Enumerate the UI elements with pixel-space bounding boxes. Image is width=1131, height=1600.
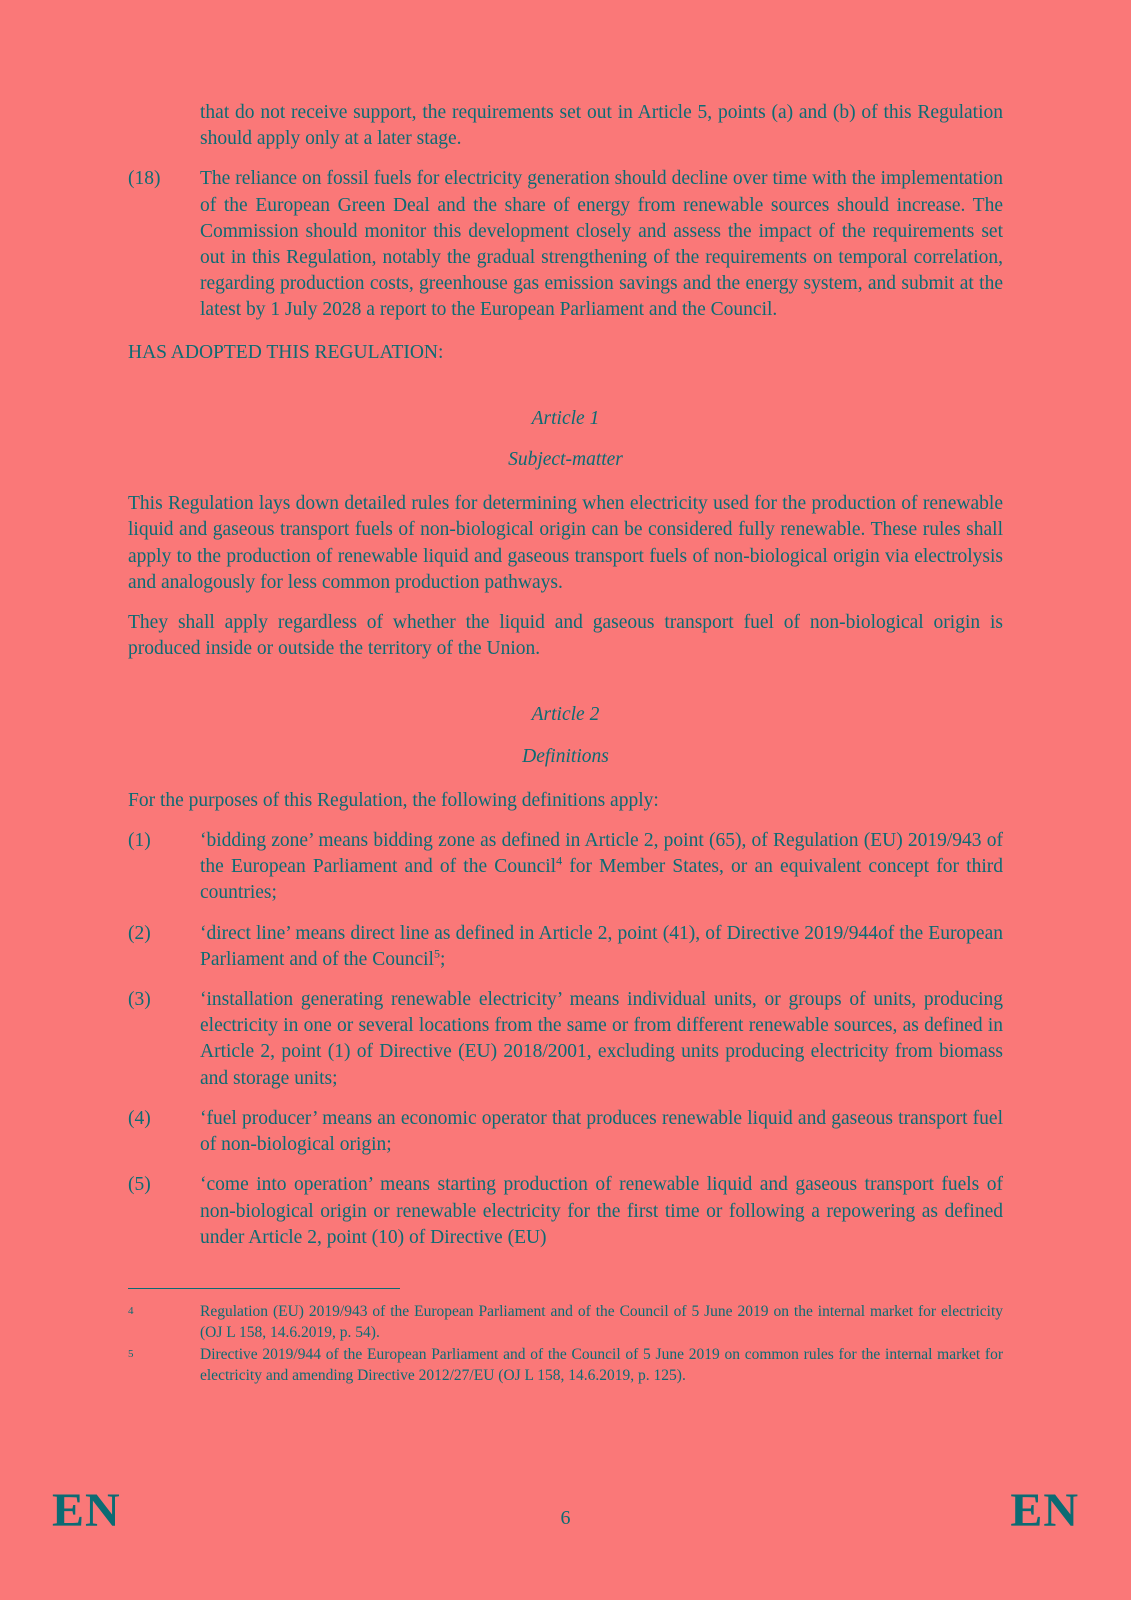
language-label-left: EN [52, 1484, 121, 1537]
article-1-paragraph-2: They shall apply regardless of whether the liquid and gaseous transport fuel of non-biological origin is produced inside or outside the territory of the Union. [128, 612, 1003, 660]
footnote-separator [128, 1288, 400, 1289]
definition-item [128, 1106, 1003, 1158]
definition-text-main: ‘direct line’ means direct line as defined in Article 2, point (41), of Directive 2019/944of the European Parliament and of the Council [200, 922, 1003, 970]
article-2-title: Article 2 [531, 704, 600, 726]
definition-item [128, 1172, 1003, 1251]
footnote-reference: 4 [556, 853, 563, 868]
article-1-subtitle: Subject-matter [508, 449, 623, 471]
definition-text: ‘installation generating renewable electricity’ means individual units, or groups of units, producing electricity in one or several locations from the same or from different renewable sources, as defined in Article 2, point (1) of Directive (EU) 2018/2001, excluding units producing electricity from biomass and storage units; [200, 989, 1003, 1089]
footnote-mark: 4 [128, 1305, 134, 1317]
definition-text: ‘fuel producer’ means an economic operator that produces renewable liquid and gaseous transport fuel of non-biological origin; [200, 1107, 1003, 1156]
definition-item [128, 828, 1003, 907]
footnotes-section [128, 1288, 1003, 1387]
article-2-intro: For the purposes of this Regulation, the following definitions apply: [128, 789, 659, 811]
definition-number: (5) [128, 1174, 151, 1196]
definition-text [200, 828, 1003, 907]
page-number: 6 [560, 1507, 571, 1529]
definition-text-tail: for Member States, or an equivalent concept for third countries; [200, 856, 1003, 904]
definition-text [200, 921, 1003, 973]
definition-number: (1) [128, 830, 151, 852]
article-2-subtitle: Definitions [522, 745, 609, 767]
footnote-item [128, 1301, 1003, 1343]
recital-text: The reliance on fossil fuels for electricity generation should decline over time with the implementation of the European Green Deal and the share of energy from renewable sources should increase. The Commission should monitor this development closely and assess the impact of the requirements set out in this Regulation, notably the gradual strengthening of the requirements on temporal correlation, regarding production costs, greenhouse gas emission savings and the energy system, and submit at the latest by 1 July 2028 a report to the European Parliament and the Council. [200, 168, 1003, 321]
definition-number: (3) [128, 989, 151, 1011]
recital-item [128, 166, 1003, 323]
adoption-line: HAS ADOPTED THIS REGULATION: [128, 341, 444, 363]
language-label-right: EN [1010, 1484, 1079, 1537]
article-1-title: Article 1 [531, 407, 600, 429]
definition-item [128, 987, 1003, 1092]
definition-text-tail: ; [439, 948, 446, 970]
definition-item [128, 921, 1003, 973]
footnote-mark: 5 [128, 1348, 134, 1360]
article-1-paragraph-1: This Regulation lays down detailed rules for determining when electricity used for the production of renewable liquid and gaseous transport fuels of non-biological origin can be considered fully renewable. These rules shall apply to the production of renewable liquid and gaseous transport fuels of non-biological origin via electrolysis and analogously for less common production pathways. [128, 493, 1003, 593]
continued-paragraph: that do not receive support, the requirements set out in Article 5, points (a) and (b) of this Regulation should apply only at a later stage. [200, 102, 1003, 150]
definition-text-main: ‘bidding zone’ means bidding zone as defined in Article 2, point (65), of Regulation (EU) 2019/943 of the European Parliament and of the Council [200, 830, 1003, 878]
footnote-reference: 5 [433, 946, 440, 961]
definition-number: (4) [128, 1107, 151, 1129]
footnote-text: Directive 2019/944 of the European Parliament and of the Council of 5 June 2019 on common rules for the internal market for electricity and amending Directive 2012/27/EU (OJ L 158, 14.6.2019, p. 125). [200, 1346, 1003, 1384]
page-footer [0, 1484, 1131, 1538]
footnote-item [128, 1344, 1003, 1386]
recital-number: (18) [128, 168, 161, 190]
definition-text: ‘come into operation’ means starting production of renewable liquid and gaseous transport fuels of non-biological origin or renewable electricity for the first time or following a repowering as defined under Article 2, point (10) of Directive (EU) [200, 1174, 1003, 1248]
footnote-text: Regulation (EU) 2019/943 of the European Parliament and of the Council of 5 June 2019 on the internal market for electricity (OJ L 158, 14.6.2019, p. 54). [200, 1303, 1003, 1341]
definition-number: (2) [128, 922, 151, 944]
